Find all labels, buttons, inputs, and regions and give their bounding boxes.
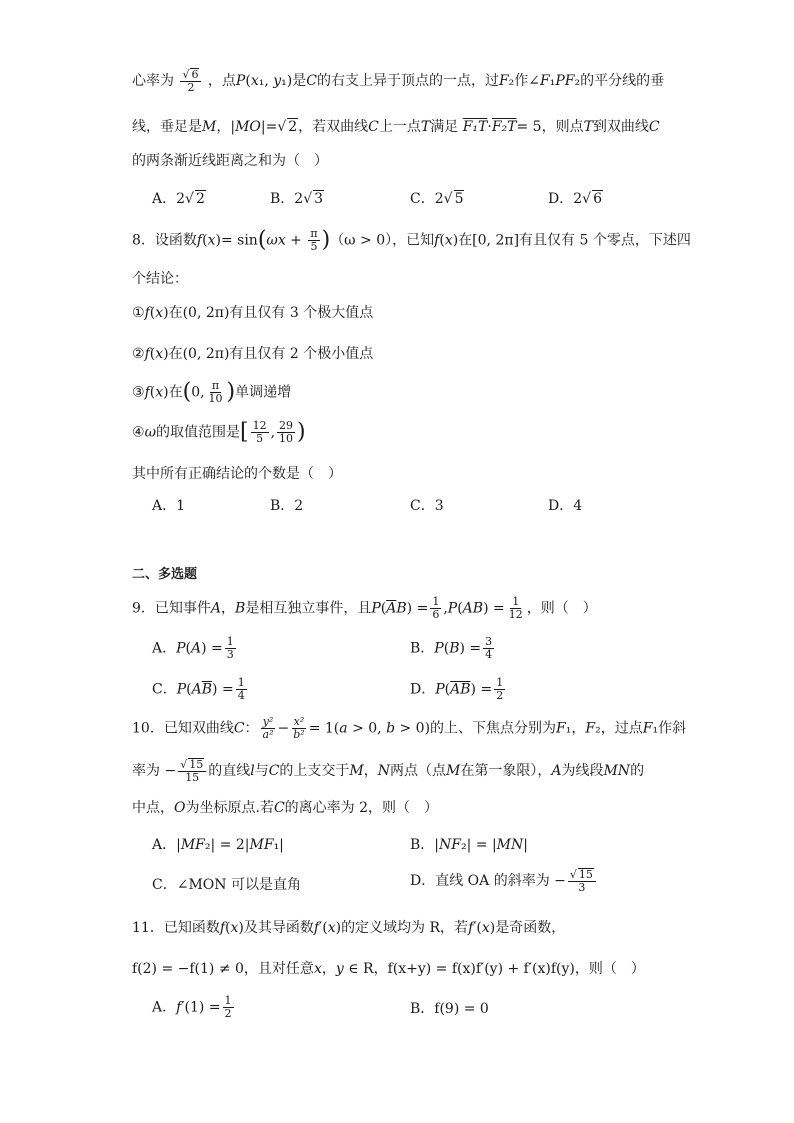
q8-option-a[interactable]: A．1 bbox=[152, 498, 186, 514]
q9-option-d[interactable]: D．$P(\overline{AB})$ = $\frac{1}{2}$ bbox=[410, 676, 504, 702]
q7-line2: 线，垂足是M，|MO|=√ 2，若双曲线C上一点T满足 F₁T·F₂T= 5，则点T到双曲线C bbox=[132, 119, 660, 135]
q9-option-b[interactable]: B．P(B) = $\frac{3}{4}$ bbox=[410, 635, 493, 661]
q11-option-a[interactable]: A．f′(1) = $\frac{1}{2}$ bbox=[152, 994, 232, 1020]
q8-line2: 个结论： bbox=[132, 271, 188, 287]
q11-line1: 11．已知函数f(x)及其导函数f′(x)的定义域均为 R，若f′(x)是奇函数， bbox=[132, 920, 566, 936]
q7-line3: 的两条渐近线距离之和为（ ） bbox=[132, 153, 328, 169]
q7-line1: 心率为 $\frac{√ 6}{2}$ ，点P(x₁, y₁)是C的右支上异于顶点的一点，过F₂作∠F₁PF₂的平分线的垂 bbox=[132, 68, 665, 94]
q7-option-d[interactable]: D．2√ 6 bbox=[548, 191, 602, 207]
q10-option-a[interactable]: A．|MF₂| = 2|MF₁| bbox=[152, 837, 284, 853]
q8-option-d[interactable]: D．4 bbox=[548, 498, 583, 514]
q9-line1: 9．已知事件A，B是相互独立事件，且$P(\overline{A}B)$ = $\frac{1}{6}$ ,P(AB) = $\frac{1}{12}$ ，则（ ） bbox=[132, 595, 597, 621]
q9-option-a[interactable]: A．P(A) = $\frac{1}{3}$ bbox=[152, 635, 234, 661]
q11-option-b[interactable]: B．f(9) = 0 bbox=[410, 1001, 489, 1017]
section-heading-multi-choice: 二、多选题 bbox=[132, 567, 198, 582]
q8-statement-3: ③f(x)在(0, $\frac{\pi}{10}$ )单调递增 bbox=[132, 379, 292, 405]
q10-option-b[interactable]: B．|NF₂| = |MN| bbox=[410, 837, 528, 853]
q7-option-c[interactable]: C．2√ 5 bbox=[410, 191, 464, 207]
q11-line2: f(2) = −f(1) ≠ 0，且对任意x，y ∈ R，f(x+y) = f(x)f′(y) + f′(x)f(y)，则（ ） bbox=[132, 961, 645, 977]
q7-option-a[interactable]: A．2√ 2 bbox=[152, 191, 205, 207]
q8-question: 其中所有正确结论的个数是（ ） bbox=[132, 466, 342, 482]
q8-statement-4: ④ω的取值范围是[ $\frac{12}{5}$ , $\frac{29}{10}$ ) bbox=[132, 419, 306, 445]
q10-line2: 率为 − $\frac{√ 15}{15}$ 的直线l与C的上支交于M，N两点（点M在第一象限），A为线段MN的 bbox=[132, 758, 645, 784]
q8-option-b[interactable]: B．2 bbox=[270, 498, 304, 514]
q8-statement-2: ②f(x)在(0, 2π)有且仅有 2 个极小值点 bbox=[132, 346, 374, 362]
q10-line1: 10．已知双曲线C： $\frac{\text{y²}}{\text{a²}}$ − $\frac{\text{x²}}{\text{b²}}$ = 1(a > 0, b > 0)的上、下焦点分别为F₁，F₂，过点F₁作斜 bbox=[132, 715, 687, 741]
q10-line3: 中点，O为坐标原点.若C的离心率为 2，则（ ） bbox=[132, 800, 439, 816]
q10-option-c[interactable]: C．∠MON 可以是直角 bbox=[152, 877, 301, 893]
eccentricity-fraction: $\frac{√ 6}{2}$ bbox=[180, 68, 201, 94]
q10-option-d[interactable]: D．直线 OA 的斜率为 − $\frac{√ 15}{3}$ bbox=[410, 868, 598, 894]
q8-line1: 8．设函数f(x)= sin(ωx + $\frac{\pi}{5}$ )（ω > 0），已知f(x)在[0, 2π]有且仅有 5 个零点，下述四 bbox=[132, 227, 691, 253]
q8-option-c[interactable]: C．3 bbox=[410, 498, 444, 514]
q8-statement-1: ①f(x)在(0, 2π)有且仅有 3 个极大值点 bbox=[132, 305, 374, 321]
q7-option-b[interactable]: B．2√ 3 bbox=[270, 191, 324, 207]
q9-option-c[interactable]: C．$P(A\overline{B})$ = $\frac{1}{4}$ bbox=[152, 676, 245, 702]
